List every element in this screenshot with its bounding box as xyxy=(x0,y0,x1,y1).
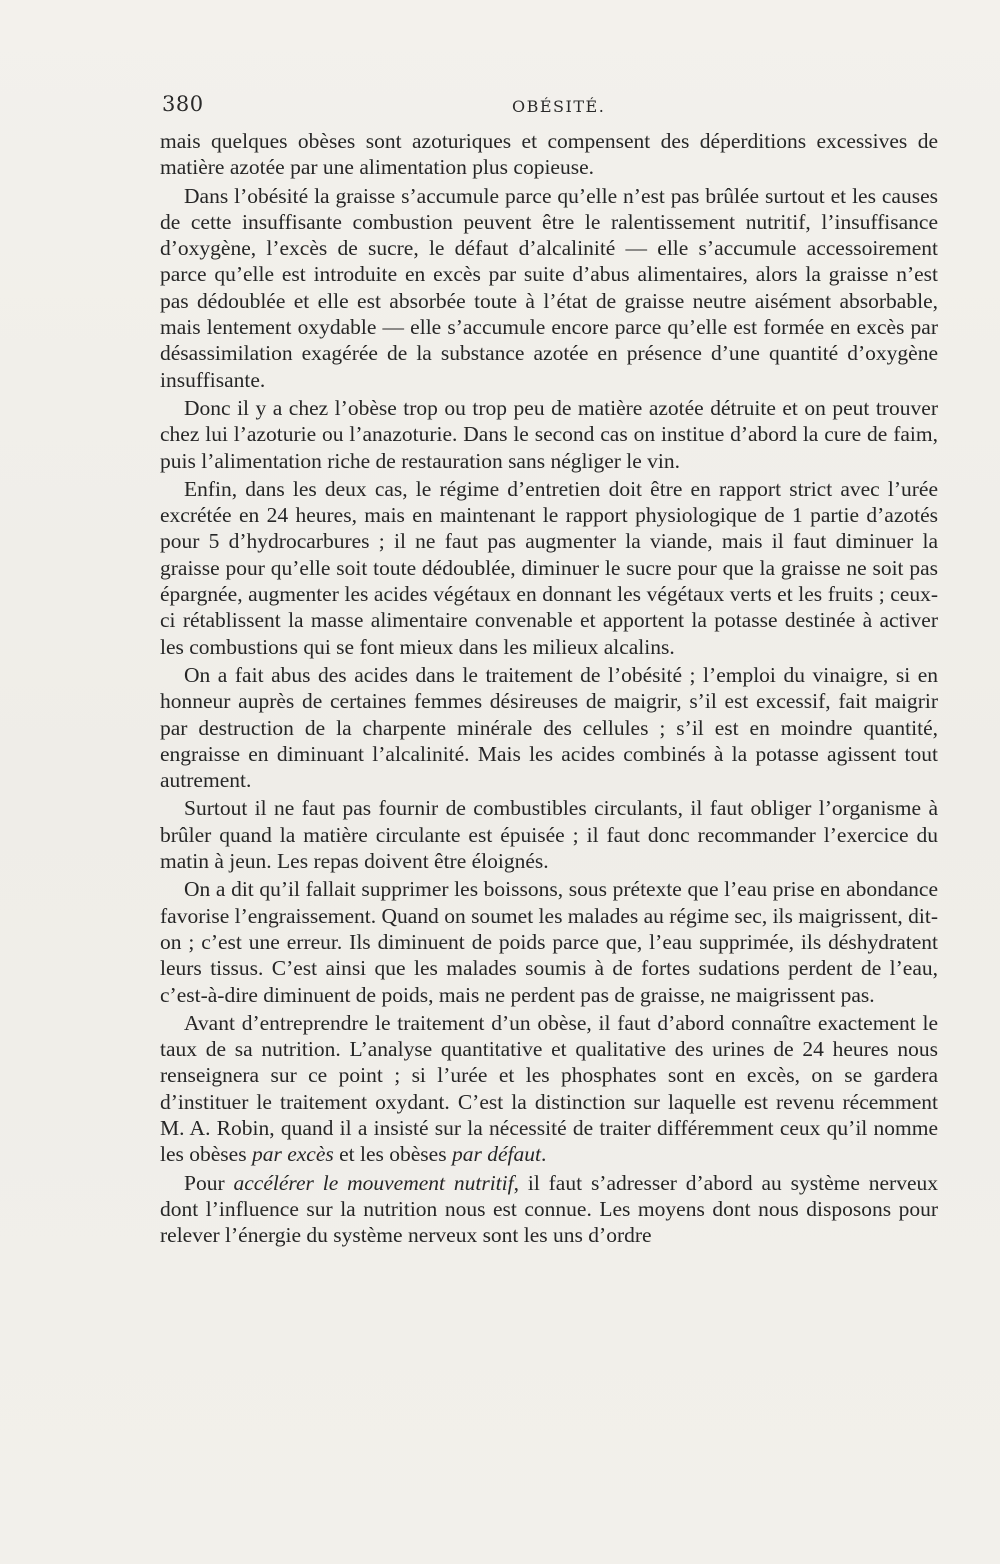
text-run: Enfin, dans les deux cas, le régime d’entretien doit être en rapport strict avec l’urée excrétée en 24 heures, mais en maintenant le rapport physiologique de 1 partie d’azotés pour 5 d’hydrocarbures ; il ne faut pas augmenter la viande, mais il faut diminuer la graisse pour qu’elle soit toute dédoublée, diminuer le sucre pour que la graisse ne soit pas épargnée, augmenter les acides végétaux en donnant les végétaux verts et les fruits ; ceux-ci rétablissent la masse alimentaire convenable et apportent la potasse destinée à activer les combustions qui se font mieux dans les milieux alcalins. xyxy=(160,476,938,659)
text-run: On a dit qu’il fallait supprimer les boissons, sous prétexte que l’eau prise en abondance favorise l’engraissement. Quand on soumet les malades au régime sec, ils maigrissent, dit-on ; c’est une erreur. Ils diminuent de poids parce que, l’eau supprimée, ils déshydratent leurs tissus. C’est ainsi que les malades soumis à de fortes sudations perdent de l’eau, c’est-à-dire diminuent de poids, mais ne perdent pas de graisse, ne maigrissent pas. xyxy=(160,877,938,1007)
paragraph xyxy=(160,128,938,181)
text-run: Pour xyxy=(184,1170,234,1195)
page-header xyxy=(162,92,938,122)
text-run: Dans l’obésité la graisse s’accumule parce qu’elle n’est pas brûlée surtout et les causes de cette insuffisante combustion peuvent être le ralentissement nutritif, l’insuffisance d’oxygène, l’excès de sucre, le défaut d’alcalinité — elle s’accumule accessoirement parce qu’elle est introduite en excès par suite d’abus alimentaires, alors la graisse n’est pas dédoublée et elle est absorbée toute à l’état de graisse neutre aisément absorbable, mais lentement oxydable — elle s’accumule encore parce qu’elle est formée en excès par désassimilation exagérée de la substance azotée en présence d’une quantité d’oxygène insuffisante. xyxy=(160,183,938,392)
paragraph xyxy=(160,476,938,660)
italic-text: accélérer le mouvement nutritif xyxy=(233,1170,514,1195)
paragraph xyxy=(160,876,938,1007)
body-text xyxy=(160,128,938,1248)
running-title: OBÉSITÉ. xyxy=(512,97,606,116)
paragraph xyxy=(160,1170,938,1249)
text-run: et les obèses xyxy=(333,1142,452,1167)
paragraph xyxy=(160,1010,938,1168)
paragraph xyxy=(160,395,938,474)
text-run: Donc il y a chez l’obèse trop ou trop peu de matière azotée détruite et on peut trouver chez lui l’azoturie ou l’anazoturie. Dans le second cas on institue d’abord la cure de faim, puis l’alimentation riche de restauration sans négliger le vin. xyxy=(160,395,938,473)
text-run: On a fait abus des acides dans le traitement de l’obésité ; l’emploi du vinaigre, si en honneur auprès de certaines femmes désireuses de maigrir, s’il est excessif, fait maigrir par destruction de la charpente minérale des cellules ; s’il est en moindre quantité, engraisse en diminuant l’alcalinité. Mais les acides combinés à la potasse agissent tout autrement. xyxy=(160,662,938,793)
text-run: Avant d’entreprendre le traitement d’un obèse, il faut d’abord connaître exactement le taux de sa nutrition. L’analyse quantitative et qualitative des urines de 24 heures nous renseignera sur ce point ; si l’urée et les phosphates sont en excès, on se gardera d’instituer le traitement oxydant. C’est la distinction sur laquelle est revenu récemment M. A. Robin, quand il a insisté sur la nécessité de traiter différemment ceux qu’il nomme les obèses xyxy=(160,1010,938,1167)
paragraph xyxy=(160,795,938,874)
paragraph xyxy=(160,183,938,393)
text-run: mais quelques obèses sont azoturiques et compensent des déperditions excessives de matière azotée par une alimentation plus copieuse. xyxy=(160,129,938,180)
italic-text: par excès xyxy=(251,1142,334,1167)
text-run: Surtout il ne faut pas fournir de combustibles circulants, il faut obliger l’organisme à brûler quand la matière circulante est épuisée ; il faut donc recommander l’exercice du matin à jeun. Les repas doivent être éloignés. xyxy=(160,796,938,874)
italic-text: par défaut xyxy=(451,1142,541,1167)
text-run: , il faut s’adresser d’abord au système nerveux dont l’influence sur la nutrition nous est connue. Les moyens dont nous disposons pour relever l’énergie du système nerveux sont les uns d’ordre xyxy=(160,1170,939,1248)
text-run: . xyxy=(540,1142,547,1167)
page-number: 380 xyxy=(162,92,204,116)
paragraph xyxy=(160,662,938,793)
